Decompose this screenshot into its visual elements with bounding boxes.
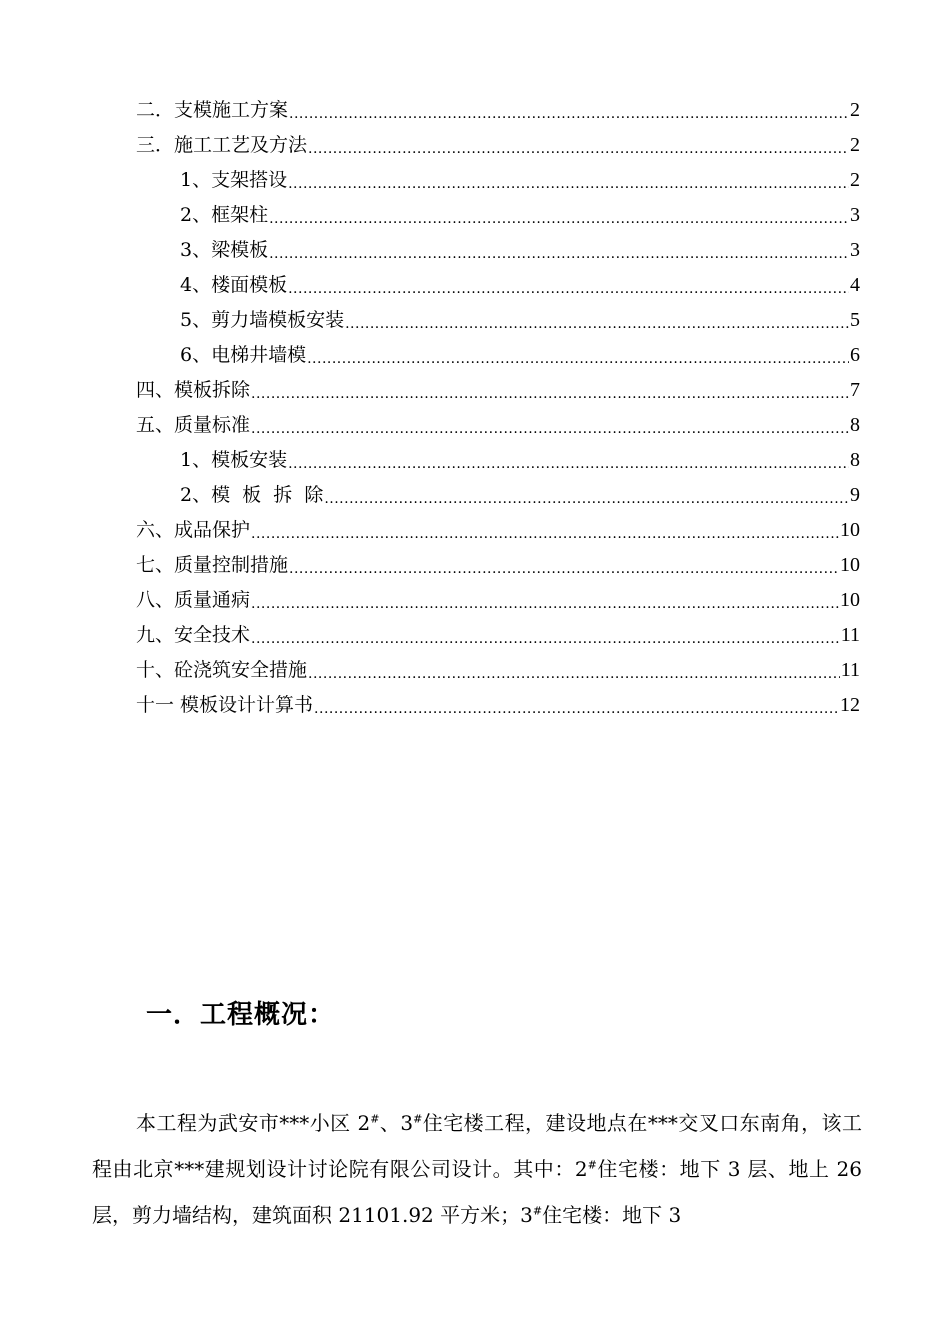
toc-entry-label: 1、支架搭设 (180, 169, 288, 191)
toc-page-number: 6 (850, 344, 860, 366)
body-text-segment: 本工程为武安市***小区 2 (136, 1111, 371, 1135)
toc-entry[interactable] (136, 513, 860, 548)
toc-leader-dots (289, 100, 849, 128)
toc-entry-label: 四、模板拆除 (136, 379, 251, 401)
toc-leader-dots (251, 520, 839, 548)
toc-entry-label: 6、电梯井墙模 (180, 344, 307, 366)
toc-leader-dots (269, 240, 849, 268)
toc-leader-dots (251, 590, 839, 618)
toc-leader-dots (314, 695, 839, 723)
toc-leader-dots (288, 450, 849, 478)
toc-page-number: 5 (850, 309, 860, 331)
toc-page-number: 10 (840, 554, 860, 576)
toc-leader-dots (324, 485, 849, 513)
toc-page-number: 8 (850, 414, 860, 436)
toc-entry-label: 六、成品保护 (136, 519, 251, 541)
toc-entry-label: 九、安全技术 (136, 624, 251, 646)
toc-entry-label: 三．施工工艺及方法 (136, 134, 308, 156)
toc-leader-dots (308, 660, 840, 688)
toc-page-number: 11 (840, 659, 860, 681)
toc-page-number: 7 (850, 379, 860, 401)
toc-entry-label: 3、梁模板 (180, 239, 269, 261)
toc-entry[interactable] (136, 443, 860, 478)
body-text-segment: 住宅楼：地下 3 (542, 1203, 682, 1227)
toc-entry[interactable] (136, 128, 860, 163)
toc-page-number: 2 (850, 99, 860, 121)
toc-leader-dots (251, 415, 849, 443)
toc-entry[interactable] (136, 478, 860, 513)
toc-entry[interactable] (136, 163, 860, 198)
toc-entry-label: 十一 模板设计计算书 (136, 694, 314, 716)
toc-entry[interactable] (136, 93, 860, 128)
toc-page-number: 9 (850, 484, 860, 506)
section-heading: 一．工程概况： (146, 1000, 336, 1030)
toc-page-number: 2 (850, 169, 860, 191)
toc-entry[interactable] (136, 408, 860, 443)
toc-entry[interactable] (136, 373, 860, 408)
toc-entry-label: 五、质量标准 (136, 414, 251, 436)
toc-page-number: 2 (850, 134, 860, 156)
toc-leader-dots (289, 555, 839, 583)
toc-entry[interactable] (136, 583, 860, 618)
toc-leader-dots (345, 310, 849, 338)
toc-page-number: 10 (840, 589, 860, 611)
superscript-mark: # (413, 1112, 423, 1126)
superscript-mark: # (532, 1204, 543, 1218)
toc-leader-dots (308, 135, 849, 163)
toc-entry[interactable] (136, 618, 860, 653)
toc-entry[interactable] (136, 548, 860, 583)
toc-entry[interactable] (136, 198, 860, 233)
toc-leader-dots (251, 625, 840, 653)
toc-entry-label: 5、剪力墙模板安装 (180, 309, 345, 331)
toc-page-number: 10 (840, 519, 860, 541)
toc-entry[interactable] (136, 653, 860, 688)
toc-entry-label: 2、模 板 拆 除 (180, 484, 324, 506)
toc-leader-dots (307, 345, 849, 373)
toc-leader-dots (288, 275, 849, 303)
toc-leader-dots (269, 205, 849, 233)
body-text-segment: 住宅楼工程，建设地点在***交叉口东南角，该工程由北京***建规划设计讨论院有限公司设计。其中：2 (92, 1111, 862, 1181)
toc-page-number: 12 (840, 694, 860, 716)
toc-entry[interactable] (136, 268, 860, 303)
table-of-contents (136, 93, 860, 723)
toc-page-number: 3 (850, 239, 860, 261)
toc-entry[interactable] (136, 233, 860, 268)
toc-page-number: 4 (850, 274, 860, 296)
toc-entry-label: 1、模板安装 (180, 449, 288, 471)
toc-entry-label: 2、框架柱 (180, 204, 269, 226)
toc-page-number: 3 (850, 204, 860, 226)
toc-entry-label: 七、质量控制措施 (136, 554, 289, 576)
superscript-mark: # (587, 1158, 597, 1172)
body-text-segment: 、3 (379, 1111, 414, 1135)
toc-entry-label: 十、砼浇筑安全措施 (136, 659, 308, 681)
toc-entry-label: 八、质量通病 (136, 589, 251, 611)
toc-leader-dots (251, 380, 849, 408)
toc-entry[interactable] (136, 303, 860, 338)
toc-entry-label: 二．支模施工方案 (136, 99, 289, 121)
body-text-segment: 住宅楼：地下 3 层、地上 26 层，剪力墙结构，建筑面积 21101.92 平方米；3 (92, 1157, 862, 1227)
toc-entry[interactable] (136, 688, 860, 723)
toc-entry-label: 4、楼面模板 (180, 274, 288, 296)
toc-entry[interactable] (136, 338, 860, 373)
toc-leader-dots (288, 170, 849, 198)
body-paragraph (92, 1100, 862, 1238)
toc-page-number: 8 (850, 449, 860, 471)
superscript-mark: # (370, 1112, 380, 1126)
toc-page-number: 11 (840, 624, 860, 646)
